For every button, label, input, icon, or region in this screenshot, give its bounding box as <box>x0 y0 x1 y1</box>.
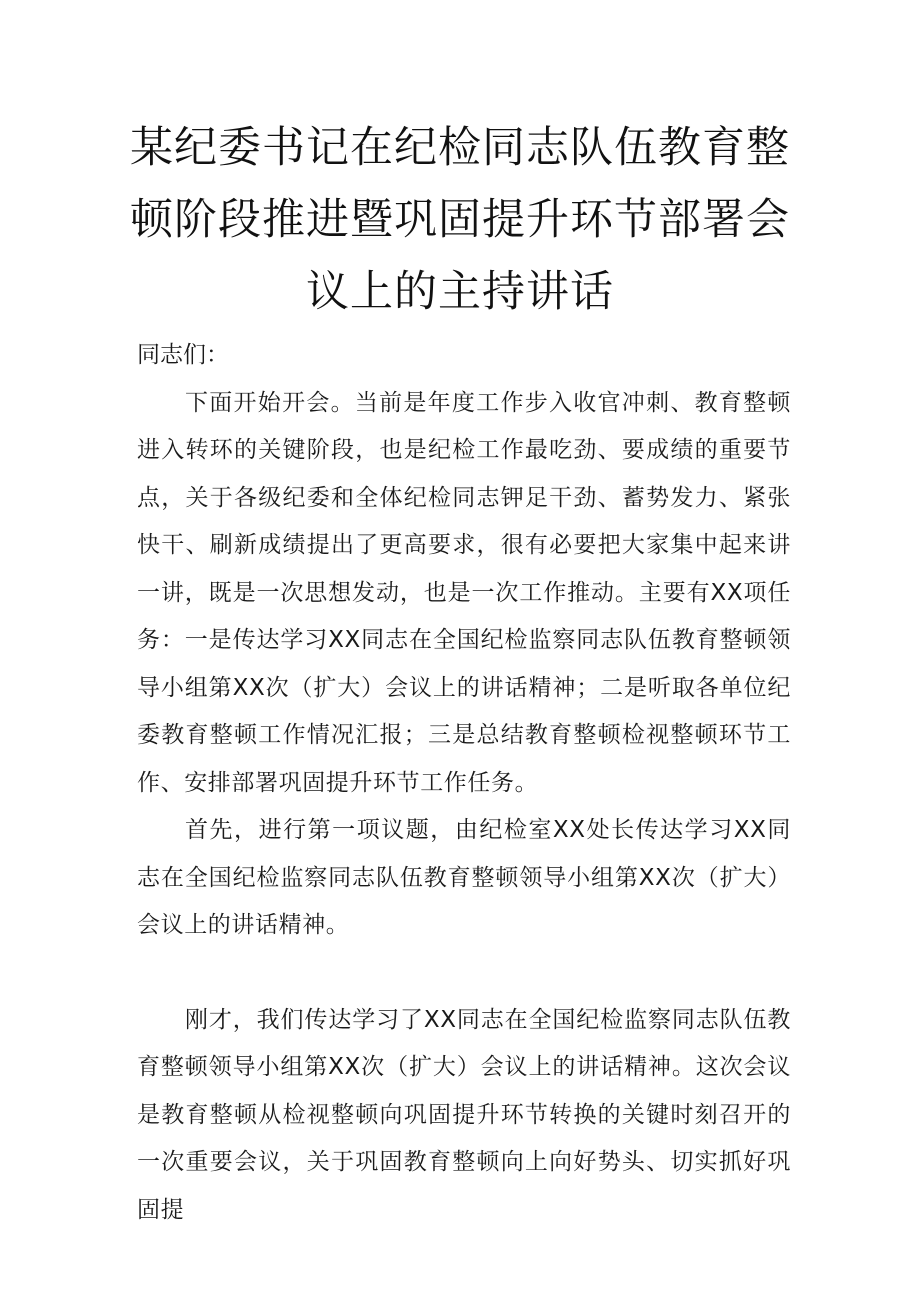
paragraph-first-agenda: 首先，进行第一项议题，由纪检室XX处长传达学习XX同志在全国纪检监察同志队伍教育整顿领导小组第XX次（扩大）会议上的讲话精神。 <box>137 817 791 938</box>
paragraph-spacer <box>137 950 791 997</box>
salutation: 同志们： <box>137 342 229 368</box>
paragraph-opening: 下面开始开会。当前是年度工作步入收官冲刺、教育整顿进入转环的关键阶段，也是纪检工作最吃劲、要成绩的重要节点，关于各级纪委和全体纪检同志钾足干劲、蓄势发力、紧张快干、刷新成绩提出了更高要求，很有必要把大家集中起来讲一讲，既是一次思想发动，也是一次工作推动。主要有XX项任务：一是传达学习XX同志在全国纪检监察同志队伍教育整顿领导小组第XX次（扩大）会议上的讲话精神；二是听取各单位纪委教育整顿工作情况汇报；三是总结教育整顿检视整顿环节工作、安排部署巩固提升环节工作任务。 <box>137 389 791 796</box>
paragraph-summary: 刚才，我们传达学习了XX同志在全国纪检监察同志队伍教育整顿领导小组第XX次（扩大）会议上的讲话精神。这次会议是教育整顿从检视整顿向巩固提升环节转换的关键时刻召开的一次重要会议，关于巩固教育整顿向上向好势头、切实抓好巩固提 <box>137 1006 791 1223</box>
document-body <box>137 332 791 1234</box>
document-title: 某纪委书记在纪检同志队伍教育整顿阶段推进暨巩固提升环节部署会议上的主持讲话 <box>130 123 790 317</box>
